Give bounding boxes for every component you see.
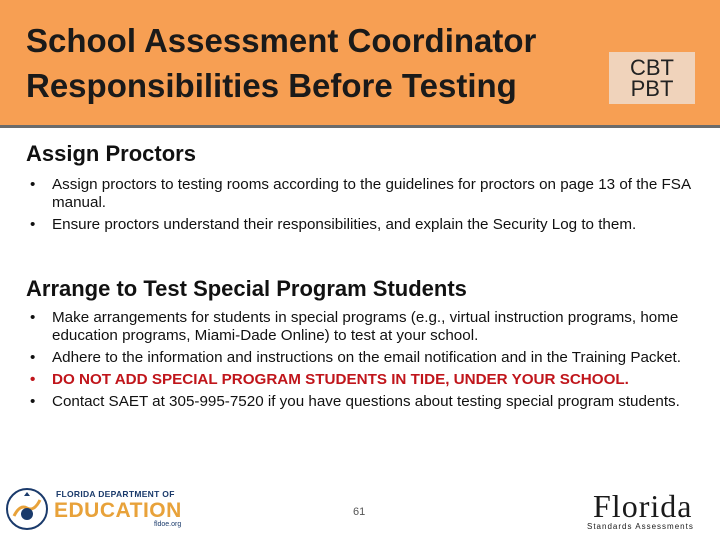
cbt-pbt-badge xyxy=(609,52,695,104)
bullet-icon: • xyxy=(30,393,36,410)
bullet-icon: • xyxy=(30,176,36,193)
fldoe-line-3: fldoe.org xyxy=(154,521,182,528)
title-line-2: Responsibilities Before Testing xyxy=(26,67,517,104)
section-heading-special-program: Arrange to Test Special Program Students xyxy=(26,276,467,301)
fldoe-line-1: FLORIDA DEPARTMENT OF xyxy=(56,489,175,499)
slide-header xyxy=(0,0,720,125)
page-number: 61 xyxy=(353,506,366,518)
title-line-1: School Assessment Coordinator xyxy=(26,22,537,59)
bullet-text: Make arrangements for students in special programs (e.g., virtual instruction programs, home education programs, Miami-Dade Online) to test at your school. xyxy=(52,309,679,344)
list-item xyxy=(28,393,698,411)
fsa-logo xyxy=(585,488,710,534)
florida-seal-icon xyxy=(4,486,50,532)
bullet-text: Contact SAET at 305-995-7520 if you have questions about testing special program students. xyxy=(52,393,680,410)
bullet-icon: • xyxy=(30,371,36,388)
bullet-text: DO NOT ADD SPECIAL PROGRAM STUDENTS IN TIDE, UNDER YOUR SCHOOL. xyxy=(52,371,629,388)
list-item-alert xyxy=(28,371,698,389)
header-divider xyxy=(0,125,720,128)
assign-proctors-list xyxy=(28,176,698,238)
fldoe-line-2: EDUCATION xyxy=(54,499,182,522)
fldoe-logo xyxy=(4,486,184,532)
section-heading-assign-proctors: Assign Proctors xyxy=(26,141,196,166)
bullet-icon: • xyxy=(30,216,36,233)
badge-line-1: CBT xyxy=(630,55,674,80)
bullet-text: Assign proctors to testing rooms according to the guidelines for proctors on page 13 of the FSA manual. xyxy=(52,176,691,211)
fsa-line-1: Florida xyxy=(593,488,693,524)
slide-title xyxy=(26,18,536,108)
special-program-list xyxy=(28,309,698,415)
bullet-text: Ensure proctors understand their responsibilities, and explain the Security Log to them. xyxy=(52,216,637,233)
bullet-icon: • xyxy=(30,349,36,366)
badge-line-2: PBT xyxy=(630,76,674,101)
bullet-icon: • xyxy=(30,309,36,326)
list-item xyxy=(28,349,698,367)
list-item xyxy=(28,176,698,212)
fsa-line-2: Standards Assessments xyxy=(587,522,694,531)
bullet-text: Adhere to the information and instructions on the email notification and in the Training Packet. xyxy=(52,349,681,366)
list-item xyxy=(28,309,698,345)
list-item xyxy=(28,216,698,234)
